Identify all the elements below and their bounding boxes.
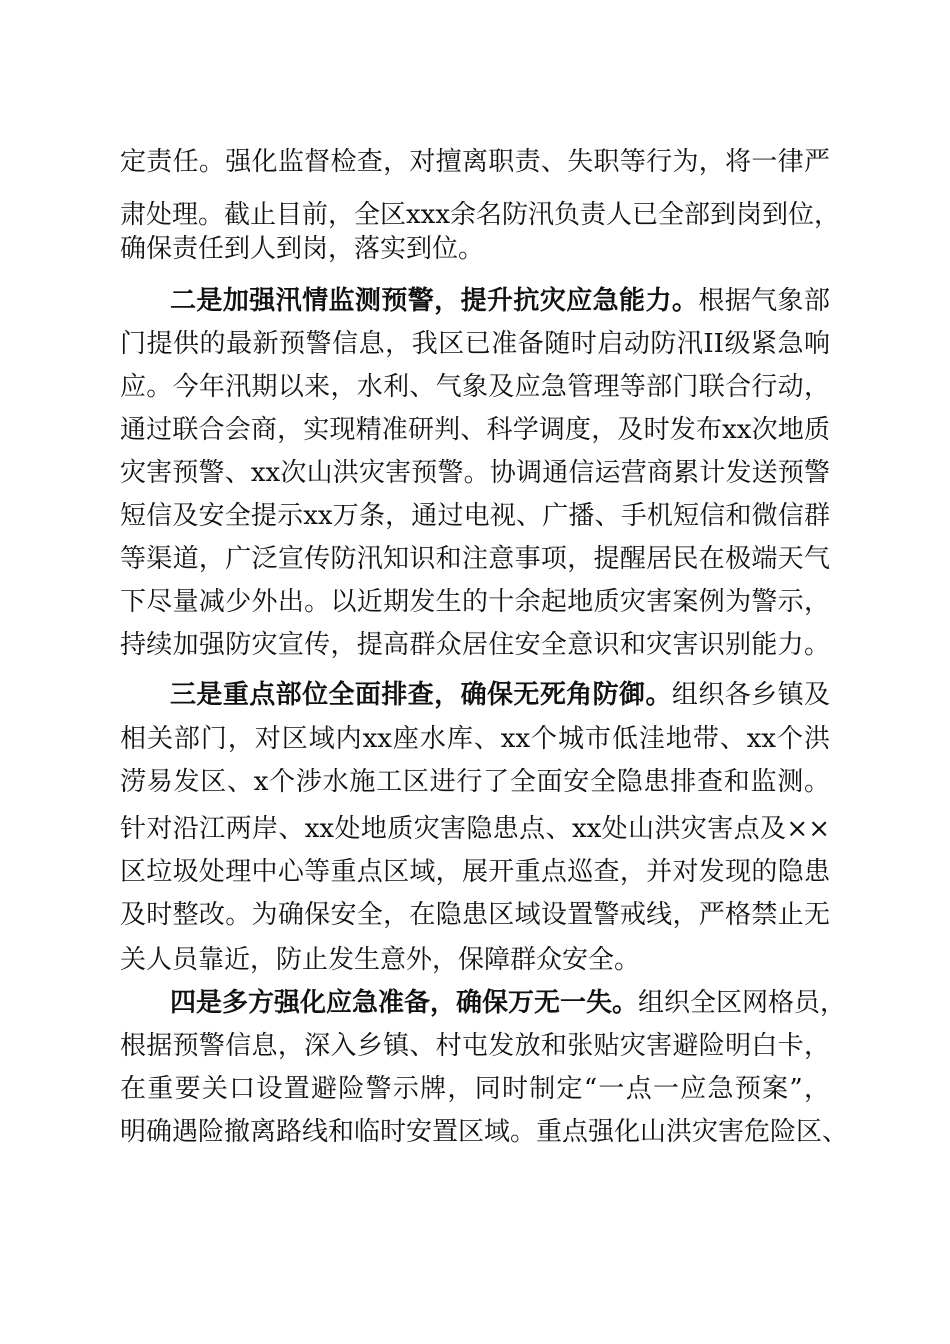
text-line: 在重要关口设置避险警示牌，同时制定“一点一应急预案”， [120,1074,830,1104]
text-line: 短信及安全提示xx万条，通过电视、广播、手机短信和微信群 [120,501,830,531]
text-line: 持续加强防灾宣传，提高群众居住安全意识和灾害识别能力。 [120,630,830,660]
text-line: 等渠道，广泛宣传防汛知识和注意事项，提醒居民在极端天气 [120,544,830,574]
text-line: 及时整改。为确保安全，在隐患区域设置警戒线，严格禁止无 [120,900,830,930]
text-line: 关人员靠近，防止发生意外，保障群众安全。 [120,945,641,975]
text-line: 相关部门，对区域内xx座水库、xx个城市低洼地带、xx个洪 [120,724,830,754]
text-line: 门提供的最新预警信息，我区已准备随时启动防汛II级紧急响 [120,329,830,359]
text-line: 明确遇险撤离路线和临时安置区域。重点强化山洪灾害危险区、 [120,1117,849,1147]
paragraph-2-text: 根据气象部 [698,286,830,316]
text-line: 针对沿江两岸、xx处地质灾害隐患点、xx处山洪灾害点及×× [120,814,830,844]
text-line: 应。今年汛期以来，水利、气象及应急管理等部门联合行动， [120,372,830,402]
paragraph-4-text: 组织全区网格员， [638,988,847,1018]
paragraph-2-first-line [170,278,830,324]
text-line: 灾害预警、xx次山洪灾害预警。协调通信运营商累计发送预警 [120,458,830,488]
text-line: 根据预警信息，深入乡镇、村屯发放和张贴灾害避险明白卡， [120,1031,830,1061]
text-line: 下尽量减少外出。以近期发生的十余起地质灾害案例为警示， [120,587,830,617]
paragraph-3-first-line [170,672,830,718]
paragraph-4-lead: 四是多方强化应急准备，确保万无一失。 [170,988,639,1018]
text-line: 涝易发区、x个涉水施工区进行了全面安全隐患排查和监测。 [120,767,830,797]
text-line: 区垃圾处理中心等重点区域，展开重点巡查，并对发现的隐患 [120,857,830,887]
text-line: 通过联合会商，实现精准研判、科学调度，及时发布xx次地质 [120,415,830,445]
text-line: 肃处理。截止目前，全区xxx余名防汛负责人已全部到岗到位， [120,200,840,230]
paragraph-2-lead: 二是加强汛情监测预警，提升抗灾应急能力。 [170,286,699,316]
paragraph-3-text: 组织各乡镇及 [671,680,830,710]
paragraph-3-lead: 三是重点部位全面排查，确保无死角防御。 [170,680,672,710]
paragraph-4-first-line [170,980,847,1026]
text-line: 定责任。强化监督检查，对擅离职责、失职等行为，将一律严 [120,147,830,177]
text-line: 确保责任到人到岗，落实到位。 [120,234,485,264]
